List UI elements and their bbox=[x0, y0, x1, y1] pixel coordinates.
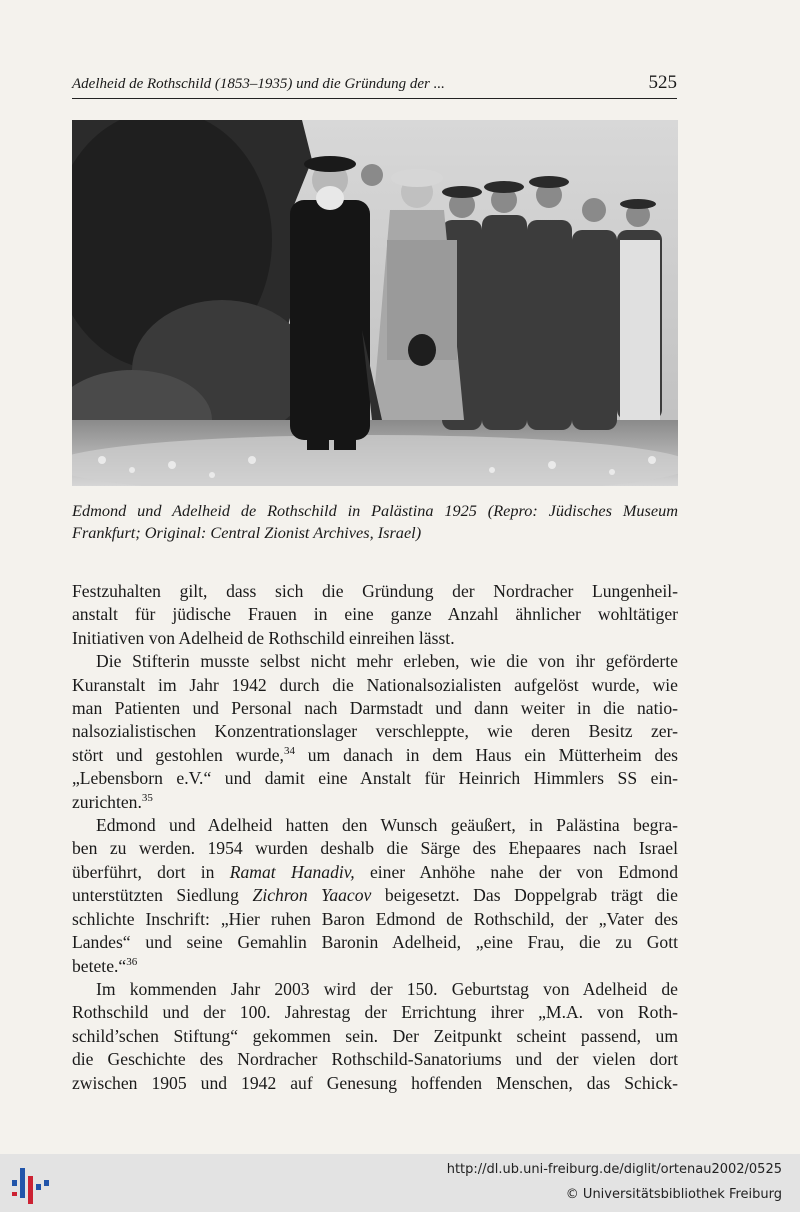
text-line bbox=[72, 955, 678, 978]
library-footer bbox=[0, 1154, 800, 1212]
place-name: Zichron Yaacov bbox=[252, 885, 372, 906]
group-photo-image bbox=[72, 120, 678, 486]
paragraph-4 bbox=[72, 978, 678, 1095]
copyright-notice: © Universitätsbibliothek Freiburg bbox=[565, 1187, 782, 1202]
text-line: Edmond und Adelheid hatten den Wunsch geäußert, in Palästina begra- bbox=[96, 815, 678, 836]
text-line: Im kommenden Jahr 2003 wird der 150. Geburtstag von Adelheid de bbox=[96, 978, 678, 999]
text-line: zwischen 1905 und 1942 auf Genesung hoffenden Menschen, das Schick- bbox=[72, 1072, 678, 1093]
text-line: schlichte Inschrift: „Hier ruhen Baron Edmond de Rothschild, der „Vater des bbox=[72, 908, 678, 929]
footnote-marker: 35 bbox=[141, 791, 153, 804]
text-line: schild’schen Stiftung“ gekommen sein. Der Zeitpunkt scheint passend, um bbox=[72, 1025, 678, 1046]
library-logo-icon bbox=[8, 1162, 52, 1206]
text-line: Die Stifterin musste selbst nicht mehr erleben, wie die von ihr geförderte bbox=[96, 651, 678, 672]
text-line: „Lebensborn e.V.“ und damit eine Anstalt für Heinrich Himmlers SS ein- bbox=[72, 768, 678, 789]
text-line: Festzuhalten gilt, dass sich die Gründung der Nordracher Lungenheil- bbox=[72, 581, 678, 601]
text-line bbox=[72, 861, 678, 884]
text-fragment: zurichten. bbox=[72, 791, 142, 812]
running-head bbox=[72, 74, 677, 99]
paragraph-1 bbox=[72, 580, 678, 650]
text-line: nalsozialistischen Konzentrationslager verschleppte, wie deren Besitz zer- bbox=[72, 721, 678, 742]
text-line: Landes“ und seine Gemahlin Baronin Adelheid, „eine Frau, die zu Gott bbox=[72, 932, 678, 953]
text-fragment: beigesetzt. Das Doppelgrab trägt die bbox=[371, 885, 678, 906]
text-line: man Patienten und Personal nach Darmstadt und dann weiter in die natio- bbox=[72, 698, 678, 719]
historical-photograph bbox=[72, 120, 678, 486]
text-line: Kuranstalt im Jahr 1942 durch die Nationalsozialisten aufgelöst wurde, wie bbox=[72, 674, 678, 695]
paragraph-3 bbox=[72, 814, 678, 978]
permalink-url[interactable]: http://dl.ub.uni-freiburg.de/diglit/ortenau2002/0525 bbox=[446, 1162, 782, 1177]
place-name: Ramat Hanadiv, bbox=[229, 861, 355, 882]
footnote-marker: 34 bbox=[283, 744, 295, 757]
footnote-marker: 36 bbox=[126, 955, 138, 968]
text-fragment: um danach in dem Haus ein Mütterheim des bbox=[294, 744, 678, 765]
text-line: anstalt für jüdische Frauen in eine ganze Anzahl ähnlicher wohltätiger bbox=[72, 604, 678, 625]
text-fragment: einer Anhöhe nahe der von Edmond bbox=[354, 861, 678, 882]
text-line bbox=[72, 884, 678, 907]
text-line: Rothschild und der 100. Jahrestag der Errichtung ihrer „M.A. von Roth- bbox=[72, 1002, 678, 1023]
text-fragment: stört und gestohlen wurde, bbox=[72, 744, 284, 765]
text-line bbox=[72, 791, 678, 814]
text-fragment: betete.“ bbox=[72, 955, 127, 976]
text-line bbox=[72, 744, 678, 767]
text-fragment: unterstützten Siedlung bbox=[72, 885, 253, 906]
text-line: die Geschichte des Nordracher Rothschild-Sanatoriums und der vielen dort bbox=[72, 1049, 678, 1070]
text-fragment: überführt, dort in bbox=[72, 861, 230, 882]
text-line: ben zu werden. 1954 wurden deshalb die Särge des Ehepaares nach Israel bbox=[72, 838, 678, 859]
page-number: 525 bbox=[648, 72, 677, 93]
paragraph-2 bbox=[72, 650, 678, 814]
text-line: Initiativen von Adelheid de Rothschild einreihen lässt. bbox=[72, 627, 455, 648]
body-text bbox=[72, 580, 678, 1095]
running-title: Adelheid de Rothschild (1853–1935) und die Gründung der ... bbox=[72, 76, 445, 92]
figure-caption: Edmond und Adelheid de Rothschild in Palästina 1925 (Repro: Jüdisches Museum Frankfurt; Original: Central Zionist Archives, Israel) bbox=[72, 501, 678, 542]
